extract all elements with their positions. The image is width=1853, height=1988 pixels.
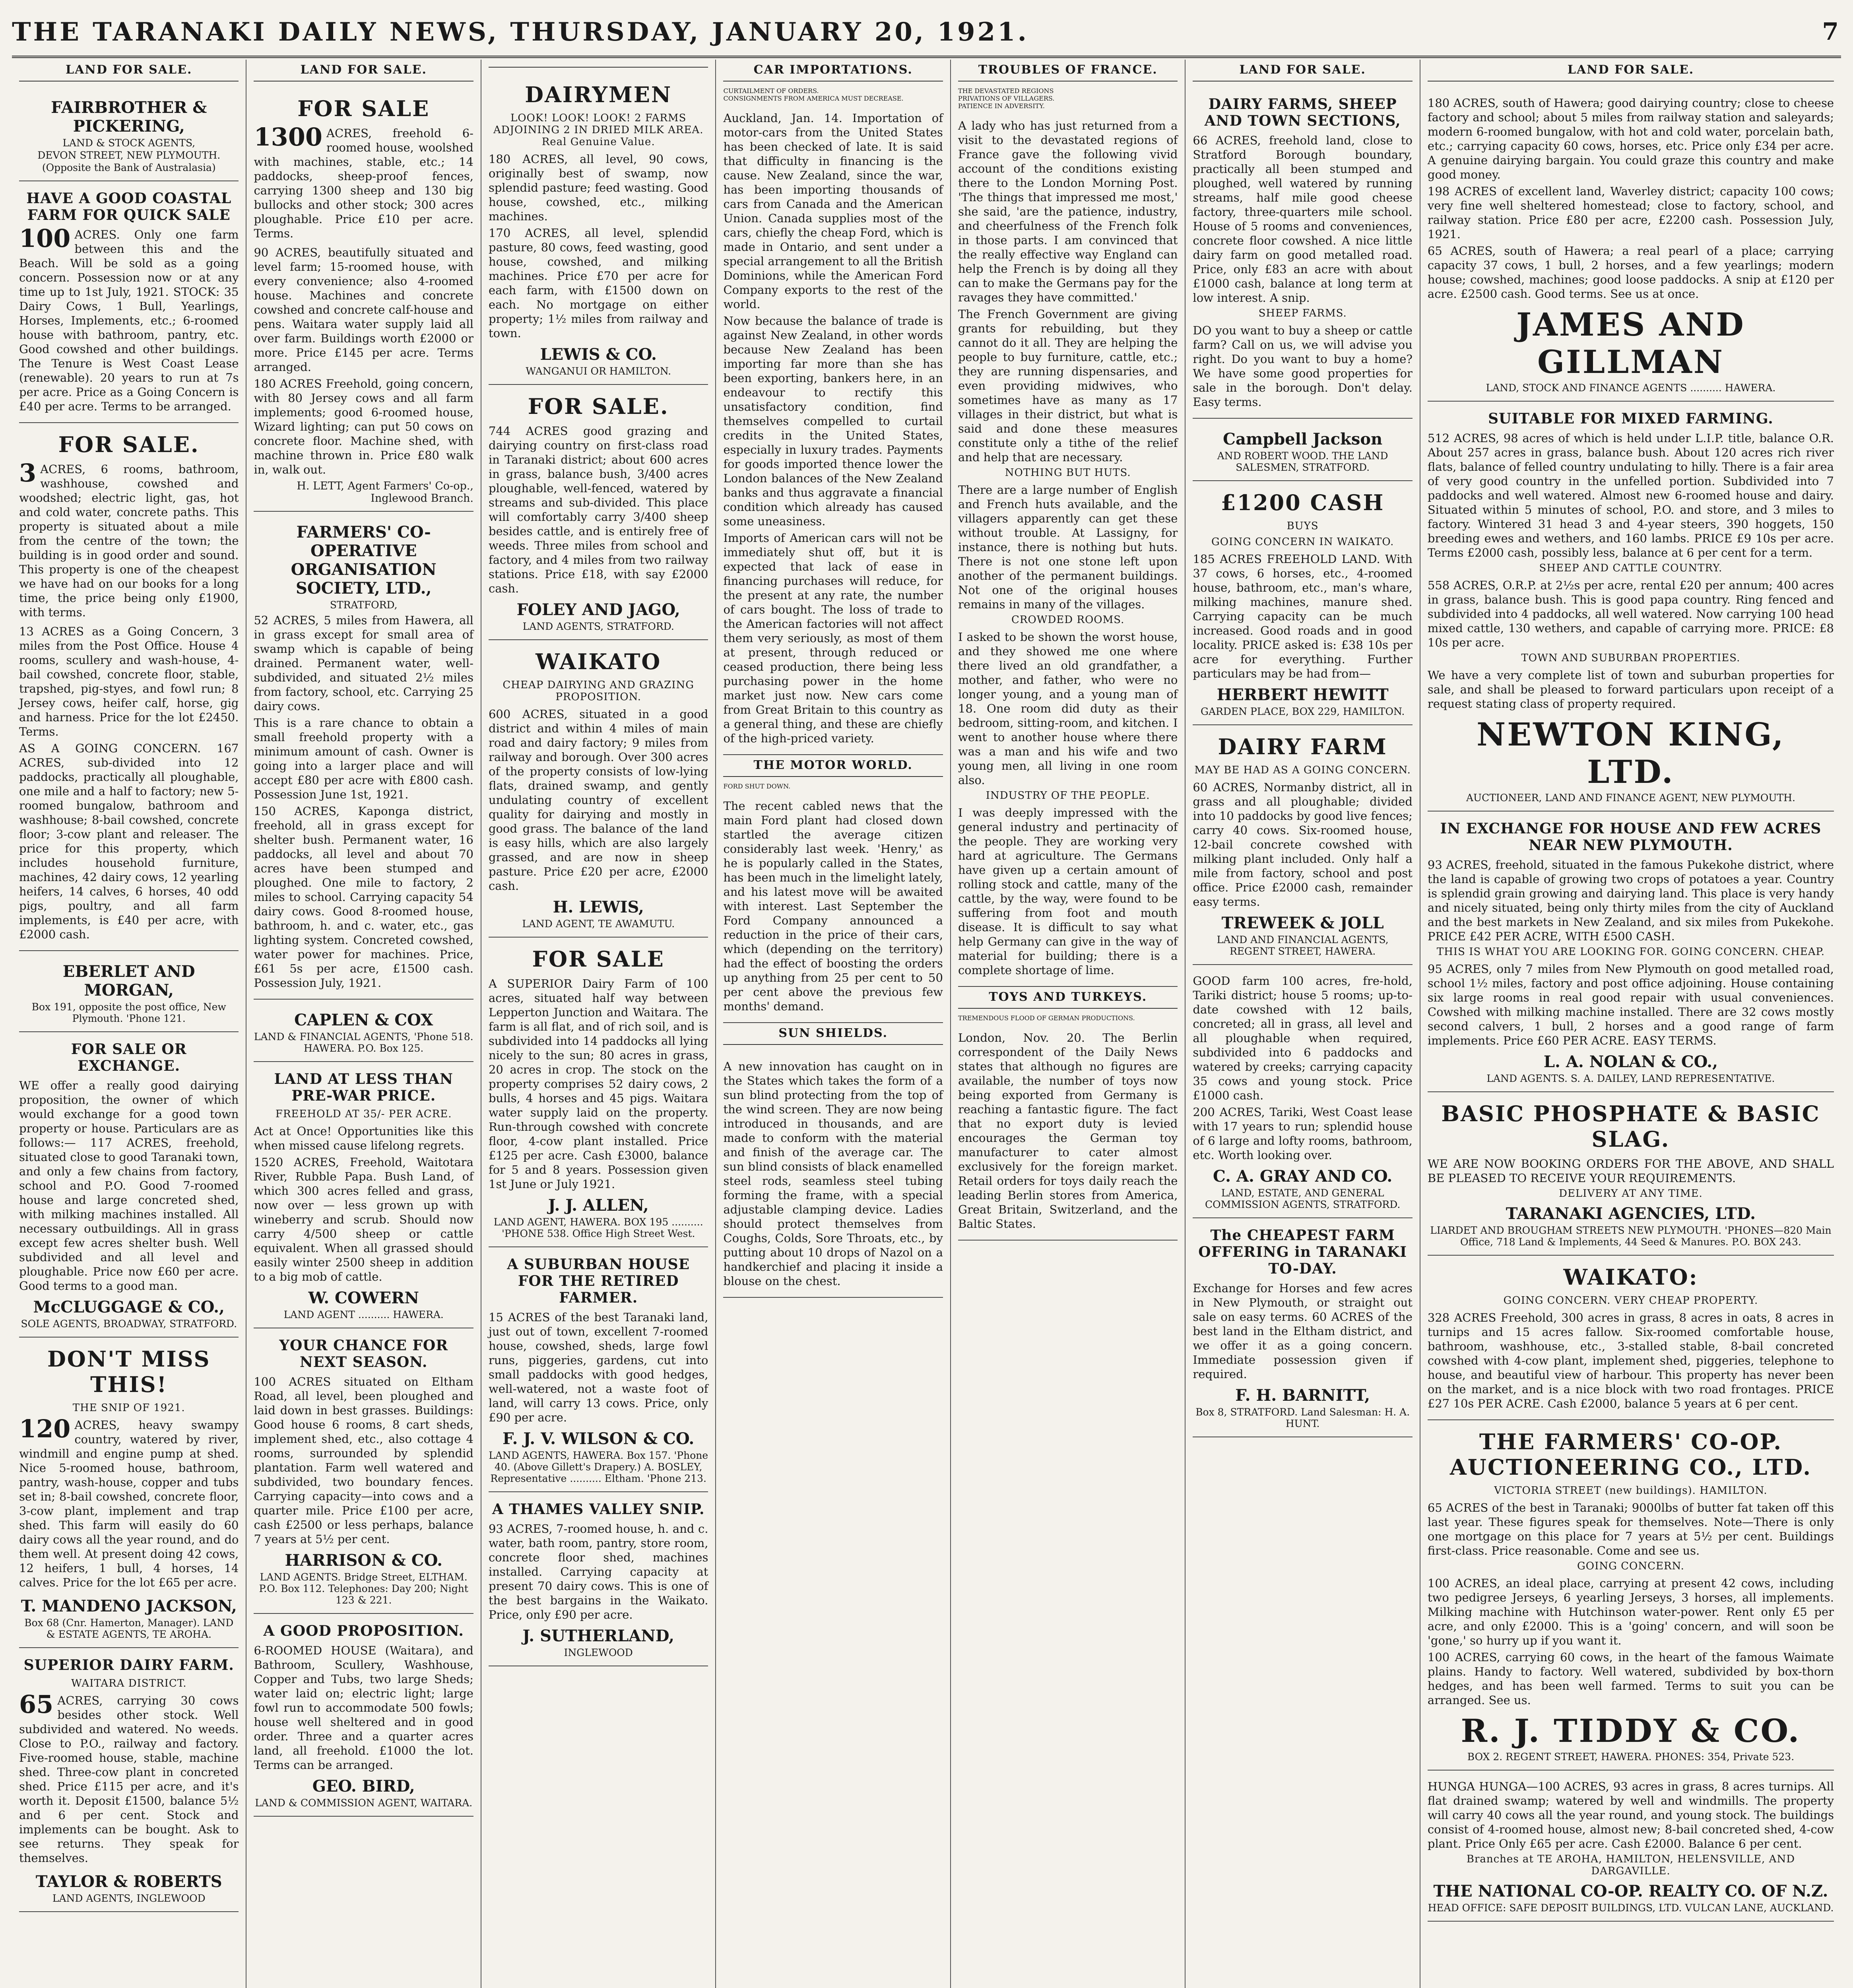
ad-gray-and-co bbox=[1193, 965, 1412, 1218]
agent-name: GEO. BIRD, bbox=[312, 1777, 415, 1796]
ad-title: DON'T MISS THIS! bbox=[47, 1346, 211, 1397]
ad-signature: H. LETT, Agent Farmers' Co-op., Inglewood Branch. bbox=[297, 480, 473, 505]
ad-waikato-cheap bbox=[489, 640, 708, 938]
ad-national-coop-realty bbox=[1428, 1771, 1834, 1922]
ad-nolan bbox=[1428, 812, 1834, 1092]
agent-name: TARANAKI AGENCIES, LTD. bbox=[1506, 1204, 1756, 1223]
agent-name: Campbell Jackson bbox=[1223, 430, 1383, 448]
ad-waikato-going-concern bbox=[1428, 1256, 1834, 1420]
article-text: Auckland, Jan. 14. Importation of motor-cars from the United States has been checked of late. It is said that difficulty in financing is the cause. New Zealand, since the war, has been importing thousands of cars from Canada and the American Union. Canada supplies most of the cars, chiefly the cheap Ford, which is made in Ontario, and sent under a special arrangement to all the British Dominions, while the American Ford Company exports to the rest of the world. bbox=[723, 111, 943, 311]
agent-sub: WANGANUI OR HAMILTON. bbox=[526, 365, 671, 377]
agent-name: CAPLEN & COX bbox=[294, 1011, 433, 1029]
ad-text: 100 ACRES, carrying 60 cows, in the heart of the famous Waimate plains. Handy to factory. Well watered, subdivided by box-thorn hedges, and has been well farmed. Terms to suit you can be arranged. See us. bbox=[1427, 1650, 1834, 1707]
ad-text: 90 ACRES, beautifully situated and level farm; 15-roomed house, with every convenience; also 4-roomed house. Machines and concrete cowshed and concrete calf-house and pens. Waitara water supply laid all over farm. Buildings worth £2000 or more. Price £145 per acre. Terms arranged. bbox=[254, 246, 473, 374]
column-3 bbox=[481, 60, 716, 1988]
article-subhead: TREMENDOUS FLOOD OF GERMAN PRODUCTIONS. bbox=[958, 1014, 1135, 1022]
ad-title: DAIRYMEN bbox=[525, 82, 672, 107]
ad-title: HAVE A GOOD COASTAL FARM FOR QUICK SALE bbox=[26, 190, 232, 223]
ad-good-proposition bbox=[254, 1614, 473, 1817]
agent-sub: LAND AGENT .......... HAWERA. bbox=[283, 1309, 444, 1320]
agent-name: J. J. ALLEN, bbox=[548, 1196, 649, 1215]
article-troubles-of-france bbox=[958, 110, 1178, 987]
ad-lead-number: 1300 bbox=[254, 122, 323, 151]
agent-name: L. A. NOLAN & CO., bbox=[1543, 1052, 1718, 1071]
ad-text: 150 ACRES, Kaponga district, freehold, all in grass except for shelter bush. Permanent water, 16 paddocks, all level and about 70 acres have been stumped and ploughed. One mile to factory, 2 miles to school. Carrying capacity 54 dairy cows. Good 8-roomed house, bathroom, h. and c. water, etc., gas lighting system. Concreted cowshed, water power for machines. Price, £61 5s per acre, £1500 cash. Possession July, 1921. bbox=[254, 804, 473, 990]
ad-subtitle: BUYS bbox=[1286, 520, 1319, 532]
ad-text: 65 ACRES, south of Hawera; a real pearl of a place; carrying capacity 37 cows, 1 bull, 2 horses, and a few yearlings; modern house; cowshed, machines; good loose paddocks. A snip at £120 per acre. £2500 cash. Good terms. See us at once. bbox=[1427, 244, 1834, 301]
ad-text: 198 ACRES of excellent land, Waverley district; capacity 100 cows; very fine well sheltered homestead; close to factory, school, and railway station. Price £80 per acre, £2200 cash. Possession July, 1921. bbox=[1427, 184, 1834, 241]
agent-sub: LAND & FINANCIAL AGENTS, 'Phone 518. HAWERA. P.O. Box 125. bbox=[254, 1031, 473, 1054]
column-header bbox=[489, 60, 708, 68]
agent-sub: LAND AGENTS. Bridge Street, ELTHAM. P.O. Box 112. Telephones: Day 200; Night 123 & 221. bbox=[259, 1571, 468, 1606]
agent-sub: LAND AGENTS. S. A. DAILEY, LAND REPRESENTATIVE. bbox=[1486, 1073, 1775, 1084]
article-subhead: PRIVATIONS OF VILLAGERS. bbox=[958, 95, 1055, 102]
article-toys-and-turkeys bbox=[958, 1022, 1178, 1241]
agent-sub: LAND AGENTS, INGLEWOOD bbox=[52, 1893, 206, 1904]
agent-name: NEWTON KING, LTD. bbox=[1477, 716, 1785, 790]
ad-text: 600 ACRES, situated in a good district and within 4 miles of main road and dairy factory; 9 miles from railway and borough. Over 300 acres of the property consists of low-lying flats, drained swamp, and gently undulating country of excellent quality for dairying and mostly in good grass. The balance of the land is easy hills, which are also largely grassed, and are now in sheep pasture. Price £20 per acre, £2000 cash. bbox=[488, 707, 708, 893]
ad-text: AS A GOING CONCERN. 167 ACRES, sub-divided into 12 paddocks, practically all ploughable, one mile and a half to factory; new 5-roomed bungalow, bathroom and washhouse; 8-bail cowshed, concrete floor; 3-cow plant and releaser. The price for this property, which includes household furniture, machines, 42 dairy cows, 12 yearling heifers, 14 calves, 6 horses, 40 odd pigs, poultry, and all farm implements, is £40 per acre, with £2000 cash. bbox=[19, 742, 239, 941]
agent-name: F. H. BARNITT, bbox=[1235, 1386, 1370, 1405]
ad-dont-miss bbox=[19, 1338, 239, 1648]
ad-subtitle: DELIVERY AT ANY TIME. bbox=[1559, 1188, 1703, 1200]
ad-text: 60 ACRES, Normanby district, all in grass and all ploughable; divided into 10 paddocks by good live fences; carry 40 cows. Six-roomed house, 12-bail concrete cowshed with milking plant included. Only half a mile from factory, school and post office. Price £2000 cash, remainder easy terms. bbox=[1193, 780, 1413, 909]
ad-subtitle: VICTORIA STREET (new buildings). HAMILTON. bbox=[1494, 1485, 1768, 1497]
agent-name: H. LEWIS, bbox=[553, 898, 644, 916]
ad-superior-dairy-100 bbox=[489, 938, 708, 1247]
ad-title: FOR SALE bbox=[532, 946, 665, 972]
agent-sub: HEAD OFFICE: SAFE DEPOSIT BUILDINGS, LTD. VULCAN LANE, AUCKLAND. bbox=[1428, 1902, 1834, 1914]
article-text: A lady who has just returned from a visit to the devastated regions of France gave the following vivid account of the conditions existing there to the London Morning Post. 'The things that impressed me most,' she said, 'are the patience, industry, and cheerfulness of the French folk in those parts. I am convinced that the really effective way England can help the French is by doing all they can to make the Germans pay for the ravages they have committed.' bbox=[958, 119, 1178, 304]
article-subhead: FORD SHUT DOWN. bbox=[723, 782, 791, 790]
ad-subtitle: LOOK! LOOK! LOOK! 2 FARMS ADJOINING 2 IN DRIED MILK AREA. Real Genuine Value. bbox=[493, 112, 704, 148]
ad-eberlet bbox=[19, 951, 239, 1032]
ad-text: 15 ACRES of the best Taranaki land, just out of town, excellent 7-roomed house, cowshed, sheds, large fowl runs, piggeries, gardens, cut into small paddocks with good hedges, well-watered, not a waste foot of land, will carry 13 cows. Price, only £90 per acre. bbox=[488, 1310, 708, 1424]
ad-title: FOR SALE. bbox=[58, 432, 200, 457]
ad-for-sale-1300 bbox=[254, 87, 473, 512]
ad-text: 1520 ACRES, Freehold, Waitotara River, Rubble Papa. Bush Land, of which 300 acres felled and grass, now over — less grown up with wineberry and scrub. Should now carry 4/500 sheep or cattle equivalent. When all grassed should easily winter 2500 sheep in addition to a big mob of cattle. bbox=[254, 1155, 473, 1283]
ad-suburban-house bbox=[489, 1247, 708, 1492]
ad-text: GOOD farm 100 acres, fre-hold, Tariki district; house 5 rooms; up-to-date cowshed with 12 bails, concreted; all in grass, all level and all ploughable when required, subdivided into 6 paddocks and watered by creeks; carrying capacity 35 cows and young stock. Price £1000 cash. bbox=[1193, 974, 1413, 1102]
masthead-title: THE TARANAKI DAILY NEWS, THURSDAY, JANUARY 20, 1921. bbox=[12, 17, 1029, 47]
masthead bbox=[12, 8, 1841, 58]
article-subhead: CONSIGNMENTS FROM AMERICA MUST DECREASE. bbox=[723, 95, 904, 102]
ad-title: IN EXCHANGE FOR HOUSE AND FEW ACRES NEAR NEW PLYMOUTH. bbox=[1440, 820, 1822, 854]
ad-campbell-jackson bbox=[1193, 419, 1412, 481]
agent-name: FAIRBROTHER & PICKERING, bbox=[51, 98, 207, 136]
agent-name: T. MANDENO JACKSON, bbox=[21, 1597, 237, 1615]
ad-text: We have a very complete list of town and suburban properties for sale, and shall be pleased to forward particulars upon receipt of a request stating class of property required. bbox=[1427, 668, 1834, 711]
agent-name: McCLUGGAGE & CO., bbox=[33, 1298, 225, 1316]
ad-subtitle: THIS IS WHAT YOU ARE LOOKING FOR. GOING CONCERN. CHEAP. bbox=[1436, 946, 1825, 958]
ad-1200-cash bbox=[1193, 481, 1412, 725]
article-text: I was deeply impressed with the general industry and pertinacity of the people. They are working very hard at agriculture. The Germans have given up a certain amount of rolling stock and cattle, many of the cattle, by the way, were found to be suffering from foot and mouth disease. It is difficult to say what help Germany can give in the way of material for building; there is a complete shortage of lime. bbox=[958, 806, 1178, 977]
column-header: LAND FOR SALE. bbox=[19, 60, 239, 82]
agent-name: LEWIS & CO. bbox=[540, 345, 657, 364]
agent-sub: LAND & COMMISSION AGENT, WAITARA. bbox=[255, 1797, 473, 1809]
ad-text: 13 ACRES as a Going Concern, 3 miles from the Post Office. House 4 rooms, scullery and wash-house, 4-bail cowshed, concrete floor, stable, trapshed, pig-styes, and fowl run; 8 Jersey cows, heifer calf, horse, gig and harness. Price for the lot £2450. Terms. bbox=[19, 625, 239, 738]
ad-text: 744 ACRES good grazing and dairying country on first-class road in Taranaki district; about 600 acres in grass, balance bush, 3/400 acres ploughable, well-fenced, watered by streams and sub-divided. This place will comfortably carry 3/400 sheep besides cattle, and is entirely free of weeds. Three miles from school and factory, and 4 miles from two railway stations. Price £18, with say £2000 cash. bbox=[488, 424, 708, 595]
article-text: The French Government are giving grants for rebuilding, but they cannot do it all. They are helping the people to buy furniture, cattle, etc.; they are running dispensaries, and even providing midwives, who sometimes have as many as 17 villages in their district, but what is said and done these measures constitute only a tithe of the relief and help that are necessary. bbox=[958, 307, 1178, 464]
ad-lead-number: 3 bbox=[19, 458, 37, 487]
ad-text: 93 ACRES, 7-roomed house, h. and c. water, bath room, pantry, store room, concrete floor shed, machines installed. Carrying capacity at present 70 dairy cows. This is one of the best bargains in the Waikato. Price, only £90 per acre. bbox=[488, 1522, 708, 1621]
ad-lead-number: 120 bbox=[19, 1414, 71, 1443]
ad-text: A SUPERIOR Dairy Farm of 100 acres, situated half way between Lepperton Junction and Waitara. The farm is all flat, and of rich soil, and is subdivided into 14 paddocks all lying nicely to the sun; 80 acres in grass, 20 acres in crop. The stock on the property comprises 52 dairy cows, 2 bulls, 4 horses and 45 pigs. Waitara water supply laid on the property. Run-through cowshed with concrete floor, 4-cow plant installed. Price £125 per acre. Cash £3000, balance for 5 and 8 years. Possession given 1st June or July 1921. bbox=[488, 977, 708, 1191]
ad-text: ACRES, 6 rooms, bathroom, washhouse, cowshed and woodshed; electric light, gas, hot and cold water, concrete paths. This property is situated about a mile from the centre of the town; the building is in good order and sound. This property is one of the cheapest we have had on our books for a long time, the price being only £1900, with terms. bbox=[19, 462, 239, 619]
ad-title: FOR SALE. bbox=[528, 394, 669, 419]
agent-name: EBERLET AND MORGAN, bbox=[62, 962, 195, 1000]
ad-thames-valley bbox=[489, 1492, 708, 1666]
article-headline: SUN SHIELDS. bbox=[723, 1023, 943, 1045]
ad-text: 180 ACRES, south of Hawera; good dairying country; close to cheese factory and school; about 5 miles from railway station and saleyards; modern 6-roomed bungalow, with hot and cold water, porcelain bath, etc.; carrying capacity 60 cows, horses, etc. Price only £34 per acre. A genuine dairying bargain. You could graze this country and make good money. bbox=[1427, 96, 1834, 181]
agent-name: R. J. TIDDY & CO. bbox=[1461, 1712, 1801, 1749]
column-7 bbox=[1420, 60, 1841, 1988]
article-headline: TOYS AND TURKEYS. bbox=[958, 987, 1178, 1009]
ad-subtitle: MAY BE HAD AS A GOING CONCERN. bbox=[1194, 764, 1411, 776]
agent-sub: LAND & STOCK AGENTS, bbox=[62, 137, 196, 149]
agent-address: DEVON STREET, NEW PLYMOUTH. bbox=[37, 149, 221, 161]
agent-sub: AUCTIONEER, LAND AND FINANCE AGENT, NEW PLYMOUTH. bbox=[1466, 792, 1795, 804]
agent-name: FOLEY AND JAGO, bbox=[516, 600, 680, 619]
column-2 bbox=[246, 60, 481, 1988]
agent-sub: SOLE AGENTS, BROADWAY, STRATFORD. bbox=[21, 1318, 237, 1330]
ad-text: 180 ACRES Freehold, going concern, with 80 Jersey cows and all farm implements; good 6-roomed house, Wizard lighting; can put 50 cows on concrete floor. Machine shed, with machine thrown in. Price £80 walk in, walk out. bbox=[254, 377, 473, 476]
ad-text: 328 ACRES Freehold, 300 acres in grass, 8 acres in oats, 8 acres in turnips and 15 acres fallow. Six-roomed comfortable house, bathroom, washhouse, etc., 3-stalled stable, 8-bail concreted cowshed with 4-cow plant, implement shed, piggeries, telephone to house, and beautiful view of harbour. This property has never been on the market, and is a nice block with two road frontages. PRICE £27 10s PER ACRE. Cash £2000, balance 5 years at 6 per cent. bbox=[1427, 1311, 1834, 1410]
article-text: There are a large number of English and French huts available, and the villagers apparently can get these without trouble. At Lassigny, for instance, there is nothing but huts. There is not one stone left upon another of the permanent buildings. Not one of the original houses remains in many of the villages. bbox=[958, 483, 1178, 611]
article-subhead: INDUSTRY OF THE PEOPLE. bbox=[986, 790, 1150, 802]
ad-coastal-farm bbox=[19, 181, 239, 423]
ad-title: FOR SALE OR EXCHANGE. bbox=[71, 1041, 187, 1074]
agent-name: HERBERT HEWITT bbox=[1217, 685, 1389, 704]
ad-title: THE FARMERS' CO-OP. AUCTIONEERING CO., LTD. bbox=[1449, 1429, 1812, 1480]
ad-subtitle: GOING CONCERN IN WAIKATO. bbox=[1211, 536, 1394, 548]
ad-text: Exchange for Horses and few acres in New Plymouth, or straight out sale on easy terms. 60 ACRES of the best land in the Eltham district, and we offer it as a going concern. Immediate possession given if required. bbox=[1193, 1281, 1413, 1381]
page-number: 7 bbox=[1822, 18, 1841, 46]
agent-name: C. A. GRAY AND CO. bbox=[1213, 1167, 1393, 1186]
ad-subtitle: CHEAP DAIRYING AND GRAZING PROPOSITION. bbox=[503, 679, 694, 703]
agent-sub: Box 8, STRATFORD. Land Salesman: H. A. HUNT. bbox=[1195, 1406, 1410, 1429]
article-text: London, Nov. 20. The Berlin correspondent of the Daily News states that although no figures are available, the number of toys now being exported from Germany is reaching a fantastic figure. The fact that no export duty is levied encourages the German toy manufacturer to cater almost exclusively for the foreign market. Retail orders for toys daily reach the leading Berlin stores from America, Great Britain, Switzerland, and the Baltic States. bbox=[958, 1031, 1178, 1231]
article-subhead: NOTHING BUT HUTS. bbox=[1005, 467, 1131, 479]
ad-title: SUITABLE FOR MIXED FARMING. bbox=[1488, 410, 1773, 427]
ad-text: 200 ACRES, Tariki, West Coast lease with 17 years to run; splendid house of 6 large and lofty rooms, bathroom, etc. Worth looking over. bbox=[1193, 1105, 1413, 1162]
article-motor-world bbox=[723, 790, 943, 1023]
agent-sub: LAND AND FINANCIAL AGENTS, REGENT STREET, HAWERA. bbox=[1217, 934, 1389, 957]
article-headline: CAR IMPORTATIONS. bbox=[723, 60, 943, 82]
article-subhead: PATIENCE IN ADVERSITY. bbox=[958, 102, 1045, 110]
ad-text: 512 ACRES, 98 acres of which is held under L.I.P. title, balance O.R. About 257 acres in grass, balance bush. About 120 acres rich river flats, balance of felled country undulating to hilly. There is a fair area of very good country in the unfelled portion. Subdivided into 7 paddocks and well watered. Almost new 6-roomed house and dairy. Situated within 5 minutes of school, P.O. and store, and 3 miles to factory. Wintered 31 head 3 and 4-year steers, 390 hoggets, 150 breeding ewes and wethers, and 160 lambs. PRICE £9 10s per acre. Terms £2000 cash, possibly less, balance at 6 per cent for a term. bbox=[1427, 431, 1834, 559]
article-text: A new innovation has caught on in the States which takes the form of a sun blind protecting from the top of the wind screen. They are now being introduced in thousands, and are made to conform with the material and finish of the average car. The sun blind consists of black enamelled steel rods, seamless steel tubing forming the frame, with a special adjustable clamping device. Ladies should protect themselves from Coughs, Colds, Sore Throats, etc., by putting about 10 drops of Nazol on a handkerchief and placing it inside a blouse on the chest. bbox=[723, 1060, 943, 1288]
ad-superior-dairy bbox=[19, 1648, 239, 1912]
ad-subtitle: THE SNIP OF 1921. bbox=[72, 1402, 185, 1414]
article-subhead: THE DEVASTATED REGIONS bbox=[958, 87, 1054, 95]
ad-title: A SUBURBAN HOUSE FOR THE RETIRED FARMER. bbox=[507, 1256, 690, 1306]
ad-title: The CHEAPEST FARM OFFERING in TARANAKI TO-DAY. bbox=[1198, 1227, 1407, 1277]
ad-text: Act at Once! Opportunities like this when missed cause lifelong regrets. bbox=[254, 1124, 473, 1152]
ad-subtitle: TOWN AND SUBURBAN PROPERTIES. bbox=[1521, 652, 1740, 664]
ad-text: ACRES, heavy swampy country, watered by river, windmill and engine pump at shed. Nice 5-roomed house, bathroom, pantry, wash-house, copper and tubs set in; 8-bail cowshed, concrete floor, 3-cow plant, implement and trap shed. This farm will easily do 60 dairy cows all the year round, and do them well. At present doing 42 cows, 12 heifers, 1 bull, 4 horses, 14 calves. Price for the lot £65 per acre. bbox=[19, 1418, 239, 1589]
ad-subtitle: WAITARA DISTRICT. bbox=[71, 1677, 187, 1689]
article-text: Now because the balance of trade is against New Zealand, in other words because New Zealand has been importing far more than she has been exporting, bankers here, in an endeavour to rectify this unsatisfactory condition, find themselves compelled to curtail credits in the United States, especially in luxury trades. Payments for goods imported thence lower the London balances of the New Zealand banks and thus aggravate a financial condition which already has caused some uneasiness. bbox=[723, 314, 943, 528]
article-text: Imports of American cars will not be immediately shut off, but it is expected that lack of ease in financing purchases will reduce, for the present at any rate, the number of cars bought. The loss of trade to the American factories will not affect them very seriously, as most of them at present, through reduced or ceased production, there being less purchasing power in the home market just now. New cars come from Great Britain to this country as a general thing, and these are chiefly of the high-priced variety. bbox=[723, 531, 943, 745]
agent-name: TREWEEK & JOLL bbox=[1221, 914, 1384, 932]
ad-fairbrother bbox=[19, 87, 239, 181]
agent-sub: STRATFORD, bbox=[330, 599, 398, 611]
ad-text: 558 ACRES, O.R.P. at 2½s per acre, rental £20 per annum; 400 acres in grass, balance bush. This is good papa country. Ring fenced and subdivided into 4 paddocks, all well watered. Now carrying 100 head mixed cattle, 130 wethers, and capable of carrying more. PRICE: £8 10s per acre. bbox=[1427, 579, 1834, 649]
ad-title: £1200 CASH bbox=[1220, 490, 1385, 515]
ad-title: BASIC PHOSPHATE & BASIC SLAG. bbox=[1441, 1101, 1820, 1152]
ad-cheapest-farm bbox=[1193, 1218, 1412, 1437]
agent-sub: LAND AGENT, HAWERA. BOX 195 .......... 'PHONE 538. Office High Street West. bbox=[493, 1216, 703, 1239]
columns bbox=[12, 60, 1841, 1988]
article-subhead: CURTAILMENT OF ORDERS. bbox=[723, 87, 819, 95]
ad-text: 93 ACRES, freehold, situated in the famous Pukekohe district, where the land is capable of growing two crops of potatoes a year. Country is splendid grain growing and dairying land. This place is very handy and nicely situated, being only thirty miles from the city of Auckland and the best markets in New Zealand, and six miles from Pukekohe. PRICE £42 PER ACRE, WITH £500 CASH. bbox=[1427, 858, 1834, 943]
ad-james-gillman bbox=[1428, 87, 1834, 402]
ad-title: A THAMES VALLEY SNIP. bbox=[492, 1501, 705, 1518]
ad-subtitle: SHEEP FARMS. bbox=[1258, 307, 1347, 319]
agent-sub: GARDEN PLACE, BOX 229, HAMILTON. bbox=[1201, 706, 1405, 717]
ad-text: 180 ACRES, all level, 90 cows, originally best of swamp, now splendid pasture; feed wasting. Good house, cowshed, etc., milking machines. bbox=[488, 152, 708, 223]
ad-title: FOR SALE bbox=[297, 96, 430, 121]
ad-text: 65 ACRES of the best in Taranaki; 9000lbs of butter fat taken off this last year. These figures speak for themselves. Note—There is only one mortgage on this place for 7 years at 5½ per cent. Buildings first-class. Price reasonable. Come and see us. bbox=[1427, 1501, 1834, 1557]
agent-sub: LAND AGENT, TE AWAMUTU. bbox=[522, 918, 675, 930]
article-text: The recent cabled news that the main Ford plant had closed down startled the average citizen considerably last week. 'Henry,' as he is popularly called in the States, has been much in the limelight lately, and his latest move will be awaited with interest. Last September the Ford Company announced a reduction in the price of their cars, which (depending on the territory) had the effect of boosting the orders up anything from 25 per cent to 50 per cent above the previous few months' demand. bbox=[723, 799, 943, 1013]
ad-title: SUPERIOR DAIRY FARM. bbox=[23, 1657, 234, 1673]
agent-address: Box 191, opposite the post office, New Plymouth. 'Phone 121. bbox=[31, 1001, 226, 1024]
ad-text: This is a rare chance to obtain a small freehold property with a minimum amount of cash. Owner is going into a larger place and will accept £80 per acre with £800 cash. Possession June 1st, 1921. bbox=[254, 716, 473, 801]
column-6 bbox=[1186, 60, 1420, 1988]
column-header: LAND FOR SALE. bbox=[254, 60, 473, 82]
agent-sub: INGLEWOOD bbox=[564, 1647, 633, 1658]
ad-text: HUNGA HUNGA—100 ACRES, 93 acres in grass, 8 acres turnips. All flat drained swamp; watered by well and windmills. The property will carry 40 cows all the year round, and young stock. The buildings consist of 4-roomed house, almost new; 8-bail concreted shed, 4-cow plant. Price Only £65 per acre. Cash £2000. Balance 6 per cent. bbox=[1427, 1780, 1834, 1850]
column-header: LAND FOR SALE. bbox=[1193, 60, 1412, 82]
ad-farmers-coop bbox=[254, 512, 473, 1000]
ad-subtitle: SHEEP AND CATTLE COUNTRY. bbox=[1539, 562, 1723, 574]
ad-lead-number: 65 bbox=[19, 1690, 54, 1719]
column-5 bbox=[951, 60, 1186, 1988]
ad-exchange bbox=[19, 1032, 239, 1338]
ad-text: ACRES, freehold 6-roomed house, woolshed with machines, stable, etc.; 14 paddocks, sheep-proof fences, carrying 1300 sheep and 130 big bullocks and other stock; 300 acres ploughable. Price £10 per acre. Terms. bbox=[254, 126, 473, 240]
agent-name: HARRISON & CO. bbox=[285, 1551, 442, 1570]
article-car-importations bbox=[723, 102, 943, 755]
article-subhead: CROWDED ROOMS. bbox=[1011, 614, 1125, 626]
column-header: LAND FOR SALE. bbox=[1428, 60, 1834, 82]
column-1 bbox=[12, 60, 246, 1988]
ad-pre-war-price bbox=[254, 1062, 473, 1328]
agent-sub: LAND, ESTATE, AND GENERAL COMMISSION AGENTS, STRATFORD. bbox=[1205, 1187, 1401, 1210]
ad-text: 185 ACRES FREEHOLD LAND. With 37 cows, 6 horses, etc., 4-roomed house, bathroom, etc., man's whare, milking machines, manure shed. Carrying capacity can be much increased. Good roads and in good locality. PRICE asked is: £38 10s per acre for everything. Further particulars may be had from— bbox=[1193, 552, 1413, 680]
column-4 bbox=[716, 60, 951, 1988]
ad-text: ACRES, carrying 30 cows besides other stock. Well subdivided and watered. No weeds. Close to P.O., railway and factory. Five-roomed house, stable, machine shed. Three-cow plant in concreted shed. Price £115 per acre, and it's worth it. Deposit £1500, balance 5½ and 6 per cent. Stock and implements can be bought. Ask to see returns. They speak for themselves. bbox=[19, 1694, 239, 1865]
ad-text: ACRES. Only one farm between this and the Beach. Will be sold as a going concern. Possession now or at any time up to 1st July, 1921. STOCK: 35 Dairy Cows, 1 Bull, Yearlings, Horses, Implements, etc.; 6-roomed house with bathroom, pantry, etc. Good cowshed and other buildings. The Tenure is West Coast Lease (renewable). 20 years to run at 7s per acre. Price as a Going Concern is £40 per acre. Terms to be arranged. bbox=[19, 228, 239, 413]
agent-sub: BOX 2. REGENT STREET, HAWERA. PHONES: 354, Private 523. bbox=[1467, 1751, 1795, 1763]
ad-lead-number: 100 bbox=[19, 224, 71, 253]
article-headline: TROUBLES OF FRANCE. bbox=[958, 60, 1178, 82]
agent-name: J. SUTHERLAND, bbox=[522, 1627, 675, 1645]
ad-farmers-coop-auctioneering bbox=[1428, 1420, 1834, 1771]
agent-sub: AND ROBERT WOOD. THE LAND SALESMEN, STRATFORD. bbox=[1217, 450, 1388, 473]
article-text: I asked to be shown the worst house, and they showed me one where there lived an old grandfather, a mother, and father, who were no longer young, and a young man of 18. One room did duty as their bedroom, sitting-room, and kitchen. I went to another house where there was a man and his wife and two young men, all living in one room also. bbox=[958, 630, 1178, 787]
agent-sub: LAND, STOCK AND FINANCE AGENTS .......... HAWERA. bbox=[1486, 382, 1776, 394]
article-headline: THE MOTOR WORLD. bbox=[723, 755, 943, 777]
article-sun-shields bbox=[723, 1050, 943, 1298]
agent-sub: LIARDET AND BROUGHAM STREETS NEW PLYMOUTH. 'PHONES—820 Main Office, 718 Land & Implements, 44 Seed & Manures. P.O. BOX 243. bbox=[1430, 1225, 1832, 1248]
ad-for-sale bbox=[19, 423, 239, 951]
agent-name: JAMES AND GILLMAN bbox=[1516, 306, 1745, 381]
ad-title: WAIKATO bbox=[536, 649, 662, 674]
ad-title: DAIRY FARMS, SHEEP AND TOWN SECTIONS, bbox=[1204, 96, 1401, 129]
ad-subtitle: Branches at TE AROHA, HAMILTON, HELENSVILLE, AND DARGAVILLE. bbox=[1466, 1853, 1795, 1877]
agent-sub: Box 68 (Cnr. Hamerton, Manager). LAND & ESTATE AGENTS, TE AROHA. bbox=[24, 1617, 234, 1640]
ad-subtitle: GOING CONCERN. bbox=[1577, 1560, 1684, 1572]
ad-text: WE offer a really good dairying proposition, the owner of which would exchange for a good town property or house. Particulars are as follows:— 117 ACRES, freehold, situated close to good Taranaki town, and only a few chains from factory, school and P.O. Good 7-roomed house and large concreted shed, with milking machines installed. All necessary outbuildings. All in grass except few acres shelter bush. Well subdivided and all level and ploughable. Price now £60 per acre. Good terms to a good man. bbox=[19, 1079, 239, 1293]
agent-name: TAYLOR & ROBERTS bbox=[35, 1872, 222, 1891]
ad-text: WE ARE NOW BOOKING ORDERS FOR THE ABOVE, AND SHALL BE PLEASED TO RECEIVE YOUR REQUIREMENTS. bbox=[1427, 1157, 1834, 1185]
ad-dairy-farm bbox=[1193, 725, 1412, 965]
ad-subtitle: FREEHOLD AT 35/- PER ACRE. bbox=[275, 1108, 452, 1120]
ad-text: 100 ACRES situated on Eltham Road, all level, been ploughed and laid down in best grasses. Buildings: Good house 6 rooms, 8 cart sheds, implement shed, etc., also cottage 4 rooms, surrounded by splendid plantation. Farm well watered and subdivided, two boundary fences. Carrying capacity—into cows and a quarter mile. Price £100 per acre, cash £2500 or less perhaps, balance 7 years at 5½ per cent. bbox=[254, 1375, 473, 1546]
ad-title: A GOOD PROPOSITION. bbox=[263, 1623, 464, 1639]
agent-note: (Opposite the Bank of Australasia) bbox=[42, 162, 216, 173]
agent-name: FARMERS' CO-OPERATIVE ORGANISATION SOCIETY, LTD., bbox=[291, 523, 437, 598]
ad-next-season bbox=[254, 1328, 473, 1614]
ad-text: 95 ACRES, only 7 miles from New Plymouth on good metalled road, school 1½ miles, factory and post office adjoining. House containing six large rooms in real good repair with usual conveniences. Cowshed with milking machine installed. There are 32 cows mostly second calvers, 1 bull, 2 horses and a good range of farm implements. Price £60 PER ACRE. EASY TERMS. bbox=[1427, 962, 1834, 1047]
agent-name: THE NATIONAL CO-OP. REALTY CO. OF N.Z. bbox=[1433, 1882, 1828, 1901]
ad-newton-king bbox=[1428, 402, 1834, 812]
ad-text: 6-ROOMED HOUSE (Waitara), and Bathroom, Scullery, Washhouse, Copper and Tubs, two large Sheds; water laid on; electric light; large fowl run to accommodate 500 fowls; house well sheltered and in good order. Three and a quarter acres land, all freehold. £1000 the lot. Terms can be arranged. bbox=[254, 1644, 473, 1772]
ad-text: 52 ACRES, 5 miles from Hawera, all in grass except for small area of swamp which is capable of being drained. Permanent water, well-subdivided, and situated 2½ miles from factory, school, etc. Carrying 25 dairy cows. bbox=[254, 613, 473, 713]
agent-name: F. J. V. WILSON & CO. bbox=[503, 1429, 695, 1448]
ad-dairy-farms-sheep bbox=[1193, 87, 1412, 419]
ad-text: 100 ACRES, an ideal place, carrying at present 42 cows, including two pedigree Jerseys, 6 yearling Jerseys, 3 horses, all implements. Milking machine with Hutchinson water-power. Rent only £5 per acre, and only £2000. This is a 'going' concern, and will soon be 'gone,' so hurry up if you want it. bbox=[1427, 1576, 1834, 1647]
ad-title: YOUR CHANCE FOR NEXT SEASON. bbox=[279, 1337, 448, 1371]
ad-text: 66 ACRES, freehold land, close to Stratford Borough boundary, practically all been stumped and ploughed, well watered by running streams, half mile good cheese factory, three-quarters mile school. House of 5 rooms and conveniences, concrete floor cowshed. A nice little dairy farm on good metalled road. Price, only £83 an acre with about £1000 cash, balance at long term at low interest. A snip. bbox=[1193, 134, 1413, 305]
ad-subtitle: GOING CONCERN. VERY CHEAP PROPERTY. bbox=[1503, 1295, 1758, 1307]
agent-sub: LAND AGENTS, STRATFORD. bbox=[522, 621, 674, 632]
ad-text: DO you want to buy a sheep or cattle farm? Call on us, we will advise you right. Do you want to buy a home? We have some good properties for sale in the borough. Don't delay. Easy terms. bbox=[1193, 324, 1413, 409]
ad-dairymen bbox=[489, 73, 708, 385]
ad-for-sale-744 bbox=[489, 385, 708, 640]
ad-caplen-cox bbox=[254, 1000, 473, 1062]
ad-title: WAIKATO: bbox=[1563, 1264, 1698, 1290]
ad-title: DAIRY FARM bbox=[1218, 734, 1387, 759]
ad-title: LAND AT LESS THAN PRE-WAR PRICE. bbox=[274, 1071, 453, 1104]
agent-sub: LAND AGENTS, HAWERA. Box 157. 'Phone 40. (Above Gillett's Drapery.) A. BOSLEY, Representative .......... Eltham. 'Phone 213. bbox=[489, 1450, 708, 1484]
ad-basic-phosphate bbox=[1428, 1092, 1834, 1256]
agent-name: W. COWERN bbox=[308, 1289, 419, 1307]
ad-text: 170 ACRES, all level, splendid pasture, 80 cows, feed wasting, good house, cowshed, and milking machines. Price £70 per acre for each farm, with £1500 down on each. No mortgage on either property; 1½ miles from railway and town. bbox=[488, 226, 708, 340]
